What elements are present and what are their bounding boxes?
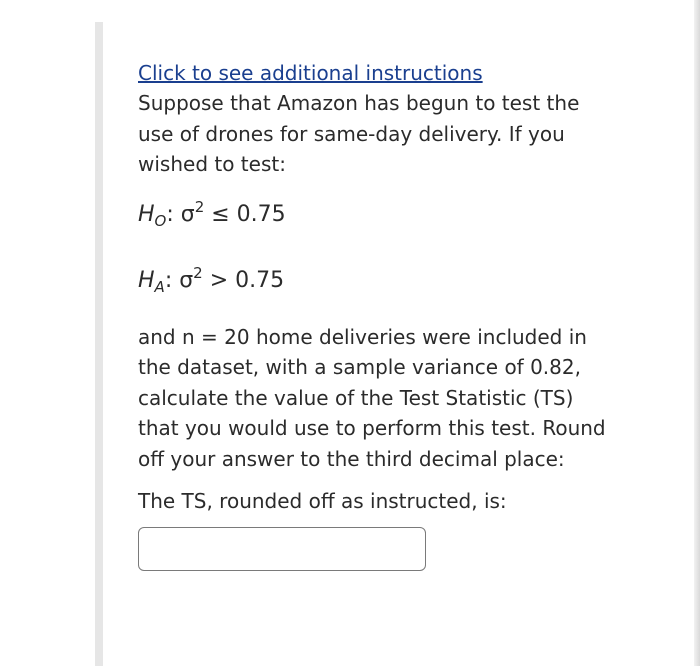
alt-hypothesis-subscript: A — [154, 277, 165, 296]
question-intro: Suppose that Amazon has begun to test the use of drones for same-day delivery. If you wished to test: — [138, 91, 580, 176]
null-hypothesis-subscript: O — [154, 211, 167, 230]
answer-prompt: The TS, rounded off as instructed, is: — [138, 489, 507, 513]
null-hypothesis-relation: ≤ 0.75 — [204, 201, 286, 227]
additional-instructions-link[interactable]: Click to see additional instructions — [138, 61, 483, 85]
alt-hypothesis-sigma: σ — [179, 267, 194, 293]
null-hypothesis-separator: : — [166, 201, 181, 227]
null-hypothesis-sigma: σ — [180, 201, 195, 227]
question-body: and n = 20 home deliveries were included in the dataset, with a sample variance of 0.82, calculate the value of the Test Statistic (TS) that you would use to perform this test. Round off your answer to the third decimal place: — [138, 324, 606, 471]
answer-input[interactable] — [138, 527, 426, 571]
alternative-hypothesis — [138, 260, 608, 300]
left-border-bar — [95, 22, 103, 666]
right-page-edge — [694, 0, 700, 666]
question-panel — [138, 58, 608, 571]
null-hypothesis-exponent: 2 — [194, 197, 205, 216]
alt-hypothesis-separator: : — [164, 267, 180, 293]
alt-hypothesis-exponent: 2 — [193, 263, 203, 282]
null-hypothesis-symbol: H — [138, 201, 155, 227]
null-hypothesis — [138, 194, 608, 234]
alt-hypothesis-symbol: H — [138, 267, 155, 293]
alt-hypothesis-relation: > 0.75 — [202, 267, 285, 293]
